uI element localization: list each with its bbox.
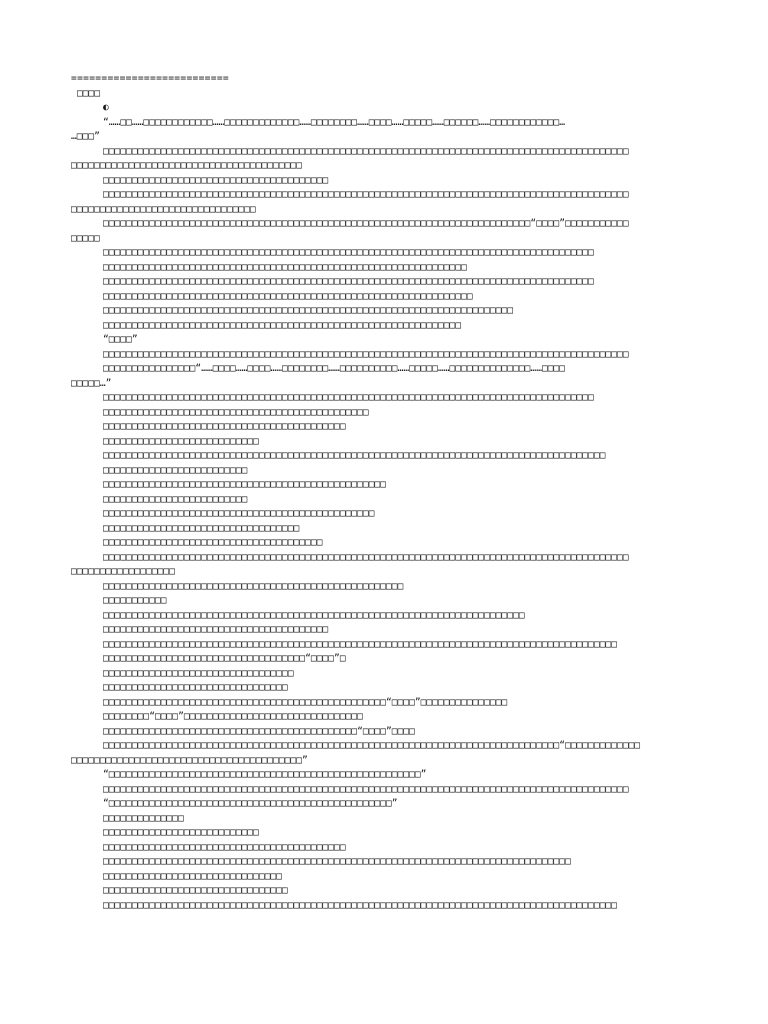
text-line: □□□□□…” <box>71 377 112 389</box>
text-line: □□□□□□□□□□□□□□□□□□□□□□□□□□□□□□□□ <box>71 203 256 215</box>
text-line: □□□□□□□□□□□□□□□□□□□□□□□□□□□□□□□□□□□□□□□□□□□□“□□□□”□□□□ <box>103 725 415 737</box>
text-line: □□□□ <box>77 87 101 99</box>
text-line: □□□□□□□□□□□□□□□□□□□□□□□□□□□□□□□□□□□□□□□□□□□□□□□□□□□□□□□□□□□□□□□□□□□□□□□□□□□□□□□□□□□□□ <box>103 392 594 403</box>
text-line: □□□□□□□□□□□□□□□□□□□□□□□□□□□□□□□□□□□□□□□□□□□□□□□□□□□□□□□□□□□□□□□□□□□□□□□□□□□□□□□□□□□□□□□□□ <box>103 638 618 650</box>
text-line: □□□□□□□□□□□□□□□□□□□□□□□□□□□□□□□□□□□□□□□□□□ <box>103 421 346 432</box>
text-line: □□□□□□□□□□□□□□ <box>103 812 184 824</box>
text-line: □□□□□□□□□□□□□□□□□□□□□□□□□□□□□□□□□□□□□□ <box>103 537 323 548</box>
text-line: □□□□□□□□□□□□□□□□□□□□□□□□□□□□□□□□□□□□□□□□□□□□□□□□□□□□□□□□□□□□□□□□□□□□□□□□□□“□□□□”□□□□□□□□□□□ <box>103 218 629 229</box>
title-rule: ========================== <box>71 73 229 84</box>
text-line: □□□□□□□□□□□□□□□□□□□□□□□□□□□□□□□□□□□□□□□□□□□□□□□□□□□□□□□□□□□□□□□□□□□□□□□□□□□□□□□□□□□□□□□□□□□ <box>103 783 629 795</box>
text-line: □□□□□□□□□□□□□□□□□□□□□□□□□ <box>103 493 248 505</box>
text-line: □□□□□□□□□□□□□□□□□□□□□□□□□□□□□□□□□□□□□□□□□□□□□□□□□□□□□□□□□□□□□□□□□□□□□□□□□□□□□□□□□□□□□□□□□□□ <box>103 145 629 157</box>
text-line: □□□□□□□□□□□□□□□□□□□□□□□□□□□□□□□□□□□□□□□□□□□□□□□□□□□□□□□□□□□□□□□□□□□□□□□□□□□□□□□□□□□□□□□□□ <box>103 899 618 911</box>
text-line: □□□□□□□□□□□□□□□□□□□□□□□□□□□□□□□□□□□□□□□□□□□□□□□□□□□□□□□□□□□□□□□□□□□□□□□□□□□□□□□“□□□□□□□□□□□□□ <box>103 740 641 751</box>
text-line: □□□□□□□□□□□□□□□□□□□□□□□□□ <box>103 464 248 476</box>
text-line: □□□□□□□□□□□□□□□□□□□□□□□□□□□□□□□□□□□□□□□□□□□□□□□□□□□□□□□□□□□□□□□□□□□□□□□ <box>103 305 514 316</box>
text-line: □□□□□□□□□□□□□□□□□□□□□□□□□□□□□□□□□□□□□□□□□□□□□□□□□ <box>103 479 387 490</box>
text-line: □□□□□□□□□□□□□□□□□□□□□□□□□□□□□□□□□□ <box>103 522 300 534</box>
text-line: □□□□□□□□□□□□□□□□□□□□□□□□□□□□□□□□□□□□□□□□□□□□□□ <box>103 406 369 418</box>
text-line: “□□□□” <box>103 334 138 345</box>
text-line: □□□□□□□□□□□□□□□□□□□□□□□□□□□□□□□□□□□□□□□□□□□□□□□□□□□□ <box>103 580 404 592</box>
text-line: □□□□□□□□□□□□□□□□□□□□□□□□□□□□□□□ <box>103 870 283 882</box>
text-line: □□□□□□□□□□□□□□□□□□□□□□□□□□□ <box>103 435 259 447</box>
section-mark-icon: ◐ <box>103 102 109 113</box>
text-line: □□□□□□□□□□□□□□□□□□□□□□□□□□□□□□□□□□□□□□□□” <box>71 754 308 766</box>
text-line: □□□□□□□□□□□□□□□□□□ <box>71 566 175 577</box>
text-line: “□□□□□□□□□□□□□□□□□□□□□□□□□□□□□□□□□□□□□□□□□□□□□□□□□” <box>103 798 398 809</box>
text-line: “□□□□□□□□□□□□□□□□□□□□□□□□□□□□□□□□□□□□□□□□□□□□□□□□□□□□□□” <box>103 769 427 780</box>
text-line: □□□□□□□□□□□□□□□□□□□□□□□□□□□□□□□□□□□□□□□□□□□□□□□□□□□□□□□□□□□□□□□□□□□□□□□□□□□□□□□□□□□□□□□□□□□ <box>103 348 629 360</box>
text-line: □□□□□□□□□□□□□□□□□□□□□□□□□□□□□□□□□□□□□□□□□□□□□□□□□□□□□□□□□□□□□□□□□□□□□□□□□ <box>103 609 525 621</box>
document-body <box>71 72 711 913</box>
text-line: □□□□□□□□□□□□□□□□□□□□□□□□□□□□□□□□□□□□□□□□□□□□□□□□□“□□□□”□□□□□□□□□□□□□□□ <box>103 696 508 708</box>
text-line: □□□□□□□□□□□□□□□□□□□□□□□□□□□□□□□□□□□□□□□□□□ <box>103 841 346 853</box>
text-line: □□□□□□□□□□□□□□□□□□□□□□□□□□□□□□□□□□□□□□□□□□□□□□□□□□□□□□□□□□□□□□□□ <box>103 290 473 302</box>
text-line: □□□□□□□□□□□□□□□□□□□□□□□□□□□□□□□□□□□□□□□□□□□□□□□ <box>103 508 375 519</box>
text-line: □□□□□□□□□□□□□□□□□□□□□□□□□□□□□□□□□□□□□□□ <box>103 174 329 186</box>
text-line: □□□□□□□□□□□□□□□□□□□□□□□□□□□□□□□□□□□□□□□ <box>103 624 329 635</box>
text-line: □□□□□□□□□□□□□□□□□□□□□□□□□□□□□□□□□□□□□□□□□□□□□□□□□□□□□□□□□□□□□□ <box>103 319 462 331</box>
text-line: □□□□□□□□□□□□□□□□“……□□□□……□□□□……□□□□□□□□……□□□□□□□□□□……□□□□□……□□□□□□□□□□□□□□……□□□□ <box>103 363 566 374</box>
text-line: □□□□□□□□□□□□□□□□□□□□□□□□□□□□□□□□□□□□□□□□□□□□□□□□□□□□□□□□□□□□□□□□□□□□□□□□□□□□□□□□□□□□□ <box>103 276 594 287</box>
text-line: …□□□” <box>71 131 100 142</box>
text-line: □□□□□□□□“□□□□”□□□□□□□□□□□□□□□□□□□□□□□□□□□□□□□ <box>103 711 363 722</box>
text-line: □□□□□□□□□□□□□□□□□□□□□□□□□□□□□□□□□□□“□□□□”□ <box>103 653 346 664</box>
text-line: □□□□□□□□□□□□□□□□□□□□□□□□□□□□□□□□□□□□□□□□ <box>71 160 303 171</box>
text-line: □□□□□□□□□□□□□□□□□□□□□□□□□□□□□□□□ <box>103 682 288 693</box>
text-line: □□□□□□□□□□□□□□□□□□□□□□□□□□□□□□□□□□□□□□□□□□□□□□□□□□□□□□□□□□□□□□□ <box>103 261 467 273</box>
text-line: □□□□□□□□□□□□□□□□□□□□□□□□□□□□□□□□□□□□□□□□□□□□□□□□□□□□□□□□□□□□□□□□□□□□□□□□□□□□□□□□□ <box>103 856 571 867</box>
text-line: “……□□……□□□□□□□□□□□□……□□□□□□□□□□□□□……□□□□□□□□……□□□□……□□□□□……□□□□□□……□□□□□□□□□□□□… <box>103 116 566 128</box>
text-line: □□□□□□□□□□□□□□□□□□□□□□□□□□□□□□□□□ <box>103 667 294 679</box>
text-line: □□□□□ <box>71 232 100 244</box>
text-line: □□□□□□□□□□□□□□□□□□□□□□□□□□□□□□□□ <box>103 885 288 896</box>
text-line: □□□□□□□□□□□□□□□□□□□□□□□□□□□□□□□□□□□□□□□□□□□□□□□□□□□□□□□□□□□□□□□□□□□□□□□□□□□□□□□□□□□□□□□□□□□ <box>103 189 629 200</box>
text-line: □□□□□□□□□□□ <box>103 595 167 606</box>
text-line: □□□□□□□□□□□□□□□□□□□□□□□□□□□□□□□□□□□□□□□□□□□□□□□□□□□□□□□□□□□□□□□□□□□□□□□□□□□□□□□□□□□□□□□□□□□ <box>103 551 629 563</box>
text-line: □□□□□□□□□□□□□□□□□□□□□□□□□□□□□□□□□□□□□□□□□□□□□□□□□□□□□□□□□□□□□□□□□□□□□□□□□□□□□□□□□□□□□□□ <box>103 450 606 461</box>
text-line: □□□□□□□□□□□□□□□□□□□□□□□□□□□ <box>103 827 259 838</box>
text-line: □□□□□□□□□□□□□□□□□□□□□□□□□□□□□□□□□□□□□□□□□□□□□□□□□□□□□□□□□□□□□□□□□□□□□□□□□□□□□□□□□□□□□ <box>103 247 594 258</box>
